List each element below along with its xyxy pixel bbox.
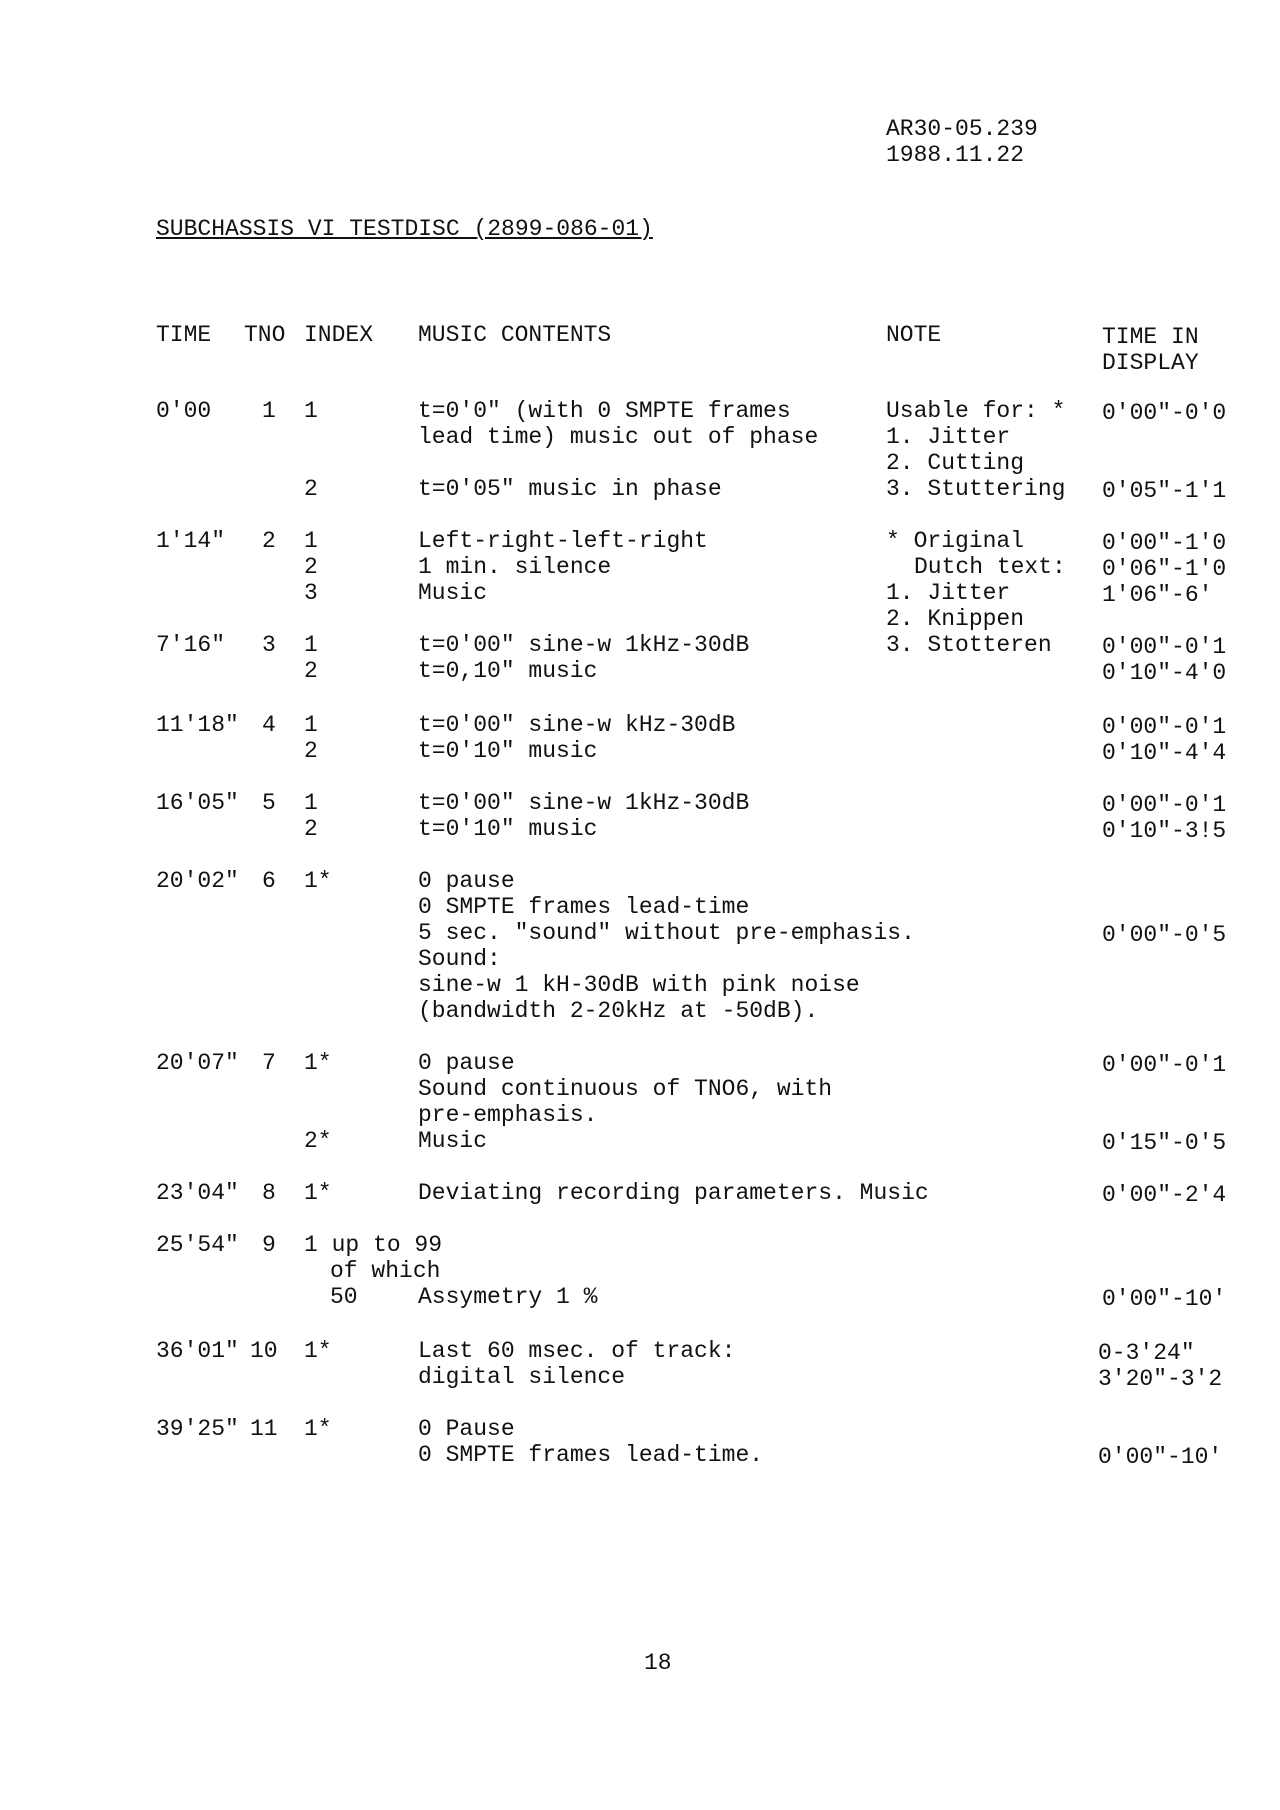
row-index: of which xyxy=(330,1258,441,1284)
row-contents: t=0'00" sine-w 1kHz-30dB xyxy=(418,790,750,816)
row-contents: Sound continuous of TNO6, with xyxy=(418,1076,833,1102)
column-header-music-contents: MUSIC CONTENTS xyxy=(418,322,612,348)
row-tno: 5 xyxy=(262,790,276,816)
note-text: 2. Knippen xyxy=(886,606,1025,632)
row-tno: 9 xyxy=(262,1232,276,1258)
row-time: 20'02" xyxy=(156,868,239,894)
column-header-time-in-display: TIME IN xyxy=(1102,324,1199,350)
row-contents: t=0'10" music xyxy=(418,738,598,764)
row-index: 1* xyxy=(304,868,332,894)
row-contents: lead time) music out of phase xyxy=(418,424,819,450)
row-time: 0'00 xyxy=(156,398,212,424)
row-index: 1* xyxy=(304,1180,332,1206)
row-contents: Deviating recording parameters. Music xyxy=(418,1180,929,1206)
row-index: 2 xyxy=(304,554,318,580)
row-time: 25'54" xyxy=(156,1232,239,1258)
row-contents: 0 SMPTE frames lead-time xyxy=(418,894,750,920)
row-index: 1 xyxy=(304,398,318,424)
row-display-time: 0'00"-0'1 xyxy=(1102,792,1227,818)
column-header-index: INDEX xyxy=(304,322,374,348)
row-contents: t=0,10" music xyxy=(418,658,598,684)
row-tno: 1 xyxy=(262,398,276,424)
column-header-tno: TNO xyxy=(244,322,286,348)
row-index: 50 xyxy=(330,1284,358,1310)
note-text: Usable for: * xyxy=(886,398,1066,424)
row-display-time: 0'00"-1'0 xyxy=(1102,530,1227,556)
row-display-time: 0'00"-10' xyxy=(1102,1286,1227,1312)
row-index: 2 xyxy=(304,816,318,842)
row-time: 23'04" xyxy=(156,1180,239,1206)
row-index: 2 xyxy=(304,476,318,502)
note-text: 3. Stuttering xyxy=(886,476,1066,502)
row-contents: Last 60 msec. of track: xyxy=(418,1338,736,1364)
row-index: 2 xyxy=(304,658,318,684)
column-header-time-in-display-line2: DISPLAY xyxy=(1102,350,1199,376)
row-tno: 8 xyxy=(262,1180,276,1206)
note-text: 1. Jitter xyxy=(886,580,1011,606)
row-contents: t=0'05" music in phase xyxy=(418,476,722,502)
row-index: 1 xyxy=(304,790,318,816)
row-contents: 1 min. silence xyxy=(418,554,612,580)
column-header-note: NOTE xyxy=(886,322,942,348)
document-title: SUBCHASSIS VI TESTDISC (2899-086-01) xyxy=(156,216,653,242)
row-display-time: 0'15"-0'5 xyxy=(1102,1130,1227,1156)
row-tno: 4 xyxy=(262,712,276,738)
row-index: 1* xyxy=(304,1050,332,1076)
row-display-time: 0'00"-0'1 xyxy=(1102,1052,1227,1078)
row-display-time: 0'10"-3!5 xyxy=(1102,818,1227,844)
row-index: 2 xyxy=(304,738,318,764)
row-tno: 2 xyxy=(262,528,276,554)
row-tno: 10 xyxy=(250,1338,278,1364)
row-contents: t=0'0" (with 0 SMPTE frames xyxy=(418,398,791,424)
row-tno: 6 xyxy=(262,868,276,894)
row-contents: t=0'00" sine-w 1kHz-30dB xyxy=(418,632,750,658)
row-contents: 0 Pause xyxy=(418,1416,515,1442)
row-time: 1'14" xyxy=(156,528,226,554)
row-index: 1* xyxy=(304,1416,332,1442)
row-time: 20'07" xyxy=(156,1050,239,1076)
row-contents: t=0'00" sine-w kHz-30dB xyxy=(418,712,736,738)
document-date: 1988.11.22 xyxy=(886,142,1025,168)
row-display-time: 0'00"-0'0 xyxy=(1102,400,1227,426)
row-contents: pre-emphasis. xyxy=(418,1102,598,1128)
note-text: 3. Stotteren xyxy=(886,632,1052,658)
row-index: 1 xyxy=(304,632,318,658)
row-contents: 0 pause xyxy=(418,868,515,894)
row-display-time: 0'10"-4'0 xyxy=(1102,660,1227,686)
row-index: 2* xyxy=(304,1128,332,1154)
row-index: 1 xyxy=(304,712,318,738)
row-contents: 5 sec. "sound" without pre-emphasis. xyxy=(418,920,915,946)
row-contents: t=0'10" music xyxy=(418,816,598,842)
row-index: 1 xyxy=(304,528,318,554)
row-contents: (bandwidth 2-20kHz at -50dB). xyxy=(418,998,819,1024)
note-text: 1. Jitter xyxy=(886,424,1011,450)
row-index: 3 xyxy=(304,580,318,606)
page-number: 18 xyxy=(644,1650,672,1676)
row-time: 36'01" xyxy=(156,1338,239,1364)
row-contents: Assymetry 1 % xyxy=(418,1284,598,1310)
row-display-time: 0-3'24" xyxy=(1098,1340,1195,1366)
row-contents: 0 SMPTE frames lead-time. xyxy=(418,1442,764,1468)
row-display-time: 0'10"-4'4 xyxy=(1102,740,1227,766)
row-contents: Music xyxy=(418,580,488,606)
column-header-time: TIME xyxy=(156,322,212,348)
note-text: 2. Cutting xyxy=(886,450,1025,476)
row-display-time: 0'00"-2'4 xyxy=(1102,1182,1227,1208)
row-contents: Music xyxy=(418,1128,488,1154)
row-time: 39'25" xyxy=(156,1416,239,1442)
row-display-time: 0'06"-1'0 xyxy=(1102,556,1227,582)
note-text: * Original xyxy=(886,528,1025,554)
row-contents: sine-w 1 kH-30dB with pink noise xyxy=(418,972,860,998)
row-tno: 7 xyxy=(262,1050,276,1076)
row-contents: Sound: xyxy=(418,946,501,972)
row-index: 1* xyxy=(304,1338,332,1364)
row-time: 11'18" xyxy=(156,712,239,738)
row-display-time: 0'00"-0'1 xyxy=(1102,714,1227,740)
row-contents: Left-right-left-right xyxy=(418,528,708,554)
row-display-time: 0'00"-0'1 xyxy=(1102,634,1227,660)
note-text: Dutch text: xyxy=(914,554,1066,580)
row-display-time: 0'05"-1'1 xyxy=(1102,478,1227,504)
row-tno: 11 xyxy=(250,1416,278,1442)
row-time: 16'05" xyxy=(156,790,239,816)
row-display-time: 0'00"-10' xyxy=(1098,1444,1223,1470)
row-contents: digital silence xyxy=(418,1364,626,1390)
document-reference: AR30-05.239 xyxy=(886,116,1038,142)
row-time: 7'16" xyxy=(156,632,226,658)
row-index: 1 up to 99 xyxy=(304,1232,443,1258)
row-display-time: 0'00"-0'5 xyxy=(1102,922,1227,948)
row-tno: 3 xyxy=(262,632,276,658)
row-display-time: 1'06"-6' xyxy=(1102,582,1213,608)
row-contents: 0 pause xyxy=(418,1050,515,1076)
row-display-time: 3'20"-3'2 xyxy=(1098,1366,1223,1392)
